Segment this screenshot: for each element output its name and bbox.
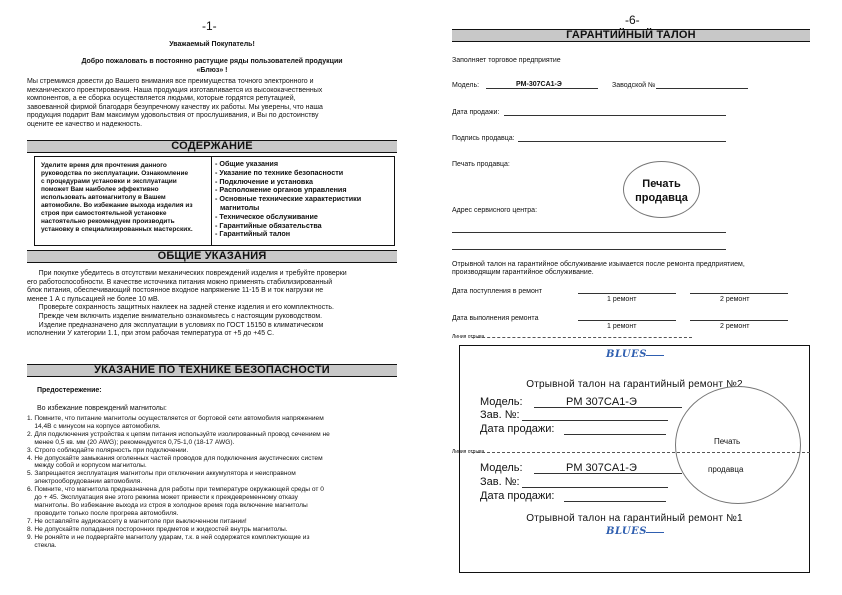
cut-line[interactable]: [472, 337, 692, 338]
safety-intro: Во избежание повреждений магнитолы:: [37, 405, 167, 412]
contents-item[interactable]: - Расположение органов управления: [215, 185, 347, 195]
brand-swoosh-icon: [646, 355, 664, 356]
note-line: установку в специализированных мастерских.: [41, 226, 193, 233]
general-line: Изделие предназначено для эксплуатации в условиях по ГОСТ 15150 в климатическом: [27, 321, 324, 329]
stamp-text-2: продавца: [635, 192, 688, 204]
service-address-label: Адрес сервисного центра:: [452, 207, 538, 214]
caution-label: Предостережение:: [37, 387, 102, 394]
contents-item[interactable]: - Гарантийные обязательства: [215, 220, 322, 230]
serial-label: Заводской №: [612, 82, 656, 89]
contents-note: [41, 162, 211, 234]
coupon-1-stamp-text: продавца: [708, 465, 744, 474]
safety-rule: 14,4В с минусом на корпусе автомобиля.: [27, 422, 161, 430]
general-line: Прежде чем включить изделие внимательно ознакомьтесь с настоящим руководством.: [27, 312, 323, 320]
coupon-2-model-label: Модель:: [480, 396, 523, 408]
receipt-date-field-1[interactable]: [578, 293, 676, 294]
stamp-text-1: Печать: [642, 178, 681, 190]
welcome-line-2: «Блюз» !: [196, 67, 228, 74]
general-line: блок питания, обеспечивающий постоянное входное напряжение 11-15 В и ток нагрузки не: [27, 287, 324, 295]
coupon-2-date-label: Дата продажи:: [480, 423, 555, 435]
stamp-circle: [623, 161, 700, 218]
safety-rule: 3. Строго соблюдайте полярность при подключении.: [27, 446, 189, 454]
safety-rule: до + 45. Эксплуатация вне этого режима может привести к преждевременному отказу: [27, 494, 298, 502]
contents-title: СОДЕРЖАНИЕ: [27, 140, 397, 153]
intro-line: оцените ее качество и надежность.: [27, 120, 143, 128]
repair-date-field-2[interactable]: [690, 320, 788, 321]
repair-2-label: 2 ремонт: [720, 323, 750, 330]
general-text: [27, 270, 399, 339]
coupon-2-title: Отрывной талон на гарантийный ремонт №2: [526, 379, 743, 390]
contents-item: магнитолы: [220, 202, 260, 212]
repair-1-label: 1 ремонт: [607, 323, 637, 330]
coupon-2-model-value: PM 307CA1-Э: [566, 396, 637, 408]
note-line: поможет Вам наиболее эффективно: [41, 186, 159, 193]
intro-paragraph: [27, 78, 399, 130]
note-line: использовать автомагнитолу в Вашем: [41, 194, 166, 201]
coupon-1-model-value: PM 307CA1-Э: [566, 462, 637, 474]
safety-title: УКАЗАНИЕ ПО ТЕХНИКЕ БЕЗОПАСНОСТИ: [27, 364, 397, 377]
intro-line: механического проектирования. Наша продукция изготавливается из высококачественных: [27, 86, 323, 94]
left-page-number: -1-: [202, 19, 217, 33]
warranty-title: ГАРАНТИЙНЫЙ ТАЛОН: [452, 29, 810, 42]
general-line: Проверьте сохранность защитных наклеек на задней стенке изделия и его комплектность.: [27, 304, 334, 312]
repair-date-label: Дата выполнения ремонта: [452, 315, 539, 322]
contents-item[interactable]: - Гарантийный талон: [215, 229, 291, 239]
safety-rule: стекла.: [27, 541, 57, 549]
safety-rule: 8. Не допускайте попадания посторонних предметов и жидкостей внутрь магнитолы.: [27, 525, 288, 533]
brand-logo-top: BLUES: [606, 349, 648, 360]
service-address-line-1[interactable]: [452, 232, 726, 233]
safety-rule: 7. Не оставляйте аудиокассету в магнитоле при выключенном питании!: [27, 517, 247, 525]
safety-rule: электрооборудовании автомобиля.: [27, 478, 143, 486]
sale-date-field[interactable]: [504, 115, 726, 116]
brand-swoosh-icon: [646, 532, 664, 533]
coupon-1-serial-field[interactable]: [522, 487, 668, 488]
note-line-1: Отрывной талон на гарантийное обслуживание изымается после ремонта предприятием,: [452, 261, 745, 268]
general-line: При покупке убедитесь в отсутствии механических повреждений изделия и требуйте проверки: [27, 270, 347, 277]
safety-rule: проводите только после прогрева автомобиля.: [27, 509, 179, 517]
contents-item[interactable]: - Общие указания: [215, 159, 279, 168]
repair-date-field-1[interactable]: [578, 320, 676, 321]
contents-item[interactable]: - Техническое обслуживание: [215, 211, 318, 221]
coupon-2-serial-field[interactable]: [522, 420, 668, 421]
note-line: автомобиле. Во избежание выхода изделия из: [41, 202, 193, 209]
general-line: исполнении У категории 1.1, при этом рабочая температура от +5 до +45 С.: [27, 330, 275, 338]
note-line: настоятельно рекомендуем производить: [41, 218, 175, 225]
contents-divider: [211, 157, 212, 245]
note-line: руководства по эксплуатации. Ознакомление: [41, 170, 189, 177]
greeting: Уважаемый Покупатель!: [169, 41, 255, 48]
cut-line-2[interactable]: [472, 452, 810, 453]
seller-signature-field[interactable]: [518, 141, 726, 142]
cut-line-label-2: Линия отрыва: [452, 449, 485, 455]
contents-item[interactable]: - Основные технические характеристики: [215, 194, 362, 204]
cut-line-label: Линия отрыва: [452, 334, 485, 340]
general-title: ОБЩИЕ УКАЗАНИЯ: [27, 250, 397, 263]
safety-rule: 2. Для подключения устройства к цепям питания используйте изолированный провод сечением не: [27, 430, 330, 438]
coupon-1-date-label: Дата продажи:: [480, 490, 555, 502]
note-line: Уделите время для прочтения данного: [41, 162, 167, 169]
general-line: менее 1 А с пульсацией не более 10 мВ.: [27, 295, 160, 303]
receipt-date-field-2[interactable]: [690, 293, 788, 294]
safety-rule: 9. Не роняйте и не подвергайте магнитолу ударам, т.к. в ней содержатся комплектующие из: [27, 533, 310, 541]
contents-item[interactable]: - Подключение и установка: [215, 176, 313, 186]
intro-line: завоеванной фирмой благодаря безупречному качеству их работы. Мы уверены, что наша: [27, 103, 323, 111]
seller-signature-label: Подпись продавца:: [452, 135, 515, 142]
note-line: строя при самостоятельной установке: [41, 210, 167, 217]
welcome-line-1: Добро пожаловать в постоянно растущие ряды пользователей продукции: [81, 58, 343, 65]
safety-rules: [27, 415, 402, 549]
contents-item[interactable]: - Указание по технике безопасности: [215, 167, 344, 177]
repair-2-label: 2 ремонт: [720, 296, 750, 303]
repair-1-label: 1 ремонт: [607, 296, 637, 303]
model-value: PM-307CA1-Э: [516, 81, 562, 88]
safety-rule: менее 0,5 кв. мм (20 AWG); рекомендуется 0,75-1,0 (18-17 AWG).: [27, 438, 235, 446]
brand-logo-bottom: BLUES: [606, 526, 648, 537]
sale-date-label: Дата продажи:: [452, 109, 500, 116]
receipt-date-label: Дата поступления в ремонт: [452, 288, 542, 295]
filled-by-label: Заполняет торговое предприятие: [452, 57, 561, 64]
intro-line: компонентов, а ее сборка осуществляется людьми, которые гордятся репутацией,: [27, 95, 296, 103]
model-field[interactable]: [486, 88, 598, 89]
safety-rule: магнитолы. Во избежание выхода из строя в холодное время года включение магнитолы: [27, 501, 308, 509]
safety-rule: 4. Не допускайте замыкания оголенных частей проводов для подключения акустических систем: [27, 454, 323, 462]
safety-rule: между собой и корпусом магнитолы.: [27, 462, 147, 470]
intro-line: Мы стремимся довести до Вашего внимания все преимущества точного электронного и: [27, 78, 314, 85]
safety-rule: 1. Помните, что питание магнитолы осуществляется от бортовой сети автомобиля напряжением: [27, 415, 324, 422]
coupon-1-date-field[interactable]: [564, 501, 666, 502]
coupon-2-serial-label: Зав. №:: [480, 409, 520, 421]
contents-list: [215, 160, 393, 239]
contents-box: [34, 156, 395, 246]
coupon-1-title: Отрывной талон на гарантийный ремонт №1: [526, 513, 743, 524]
serial-field[interactable]: [656, 88, 748, 89]
right-page-number: -6-: [625, 13, 640, 27]
safety-rule: 5. Запрещается эксплуатация магнитолы при отключении аккумулятора и неисправном: [27, 470, 296, 478]
safety-rule: 6. Помните, что магнитола предназначена для работы при температуре окружающей среды от 0: [27, 486, 324, 494]
note-line-2: производящим гарантийное обслуживание.: [452, 269, 594, 276]
coupon-2-date-field[interactable]: [564, 434, 666, 435]
intro-line: продукция подарит Вам максимум удовольствия от прослушивания, и Вы по достоинству: [27, 112, 319, 120]
seller-stamp-label: Печать продавца:: [452, 161, 510, 168]
service-address-line-2[interactable]: [452, 249, 726, 250]
coupon-1-model-label: Модель:: [480, 462, 523, 474]
note-line: с процедурами установки и эксплуатации: [41, 178, 177, 185]
model-label: Модель:: [452, 82, 480, 89]
general-line: его работоспособности. В качестве источника питания можно применять стабилизированный: [27, 278, 333, 286]
coupon-2-stamp-text: Печать: [714, 437, 741, 446]
coupon-1-serial-label: Зав. №:: [480, 476, 520, 488]
